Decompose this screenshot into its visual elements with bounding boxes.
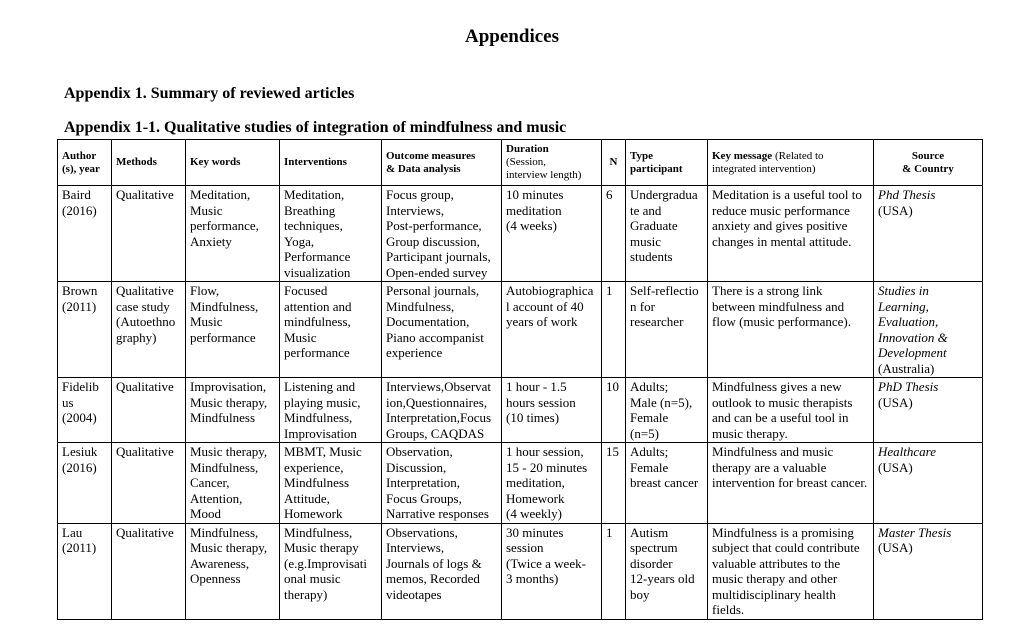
key-message-cell: Mindfulness gives a new outlook to music therapists and can be a useful tool in music therapy. — [708, 378, 874, 443]
keywords-cell: Music therapy, Mindfulness, Cancer, Attention, Mood — [186, 443, 280, 524]
table-row — [58, 523, 983, 619]
n-cell: 6 — [602, 186, 626, 282]
table-heading: Appendix 1-1. Qualitative studies of integration of mindfulness and music — [64, 119, 567, 136]
participant-cell: Autism spectrum disorder 12-years old boy — [626, 523, 708, 619]
header-duration: Duration (Session, interview length) — [502, 140, 602, 186]
header-row — [58, 140, 983, 186]
author-cell: Lesiuk (2016) — [58, 443, 112, 524]
interventions-cell: Listening and playing music, Mindfulness, Improvisation — [280, 378, 382, 443]
keywords-cell: Mindfulness, Music therapy, Awareness, Openness — [186, 523, 280, 619]
duration-cell: 1 hour session, 15 - 20 minutes meditation, Homework (4 weekly) — [502, 443, 602, 524]
outcome-cell: Observation, Discussion, Interpretation, Focus Groups, Narrative responses — [382, 443, 502, 524]
header-source: Source & Country — [874, 140, 983, 186]
table-row — [58, 378, 983, 443]
source-cell — [874, 523, 983, 619]
summary-table — [57, 139, 983, 620]
methods-cell: Qualitative — [112, 443, 186, 524]
header-type: Type participant — [626, 140, 708, 186]
header-keywords: Key words — [186, 140, 280, 186]
source-title: Healthcare — [878, 444, 936, 459]
n-cell: 1 — [602, 282, 626, 378]
keywords-cell: Improvisation, Music therapy, Mindfulness — [186, 378, 280, 443]
author-cell: Baird (2016) — [58, 186, 112, 282]
keywords-cell: Flow, Mindfulness, Music performance — [186, 282, 280, 378]
outcome-cell: Interviews,Observat ion,Questionnaires, Interpretation,Focus Groups, CAQDAS — [382, 378, 502, 443]
participant-cell: Adults; Female breast cancer — [626, 443, 708, 524]
interventions-cell: Mindfulness, Music therapy (e.g.Improvisati onal music therapy) — [280, 523, 382, 619]
outcome-cell: Focus group, Interviews, Post-performance, Group discussion, Participant journals, Open-ended survey — [382, 186, 502, 282]
duration-cell: Autobiographica l account of 40 years of work — [502, 282, 602, 378]
interventions-cell: MBMT, Music experience, Mindfulness Attitude, Homework — [280, 443, 382, 524]
source-cell — [874, 186, 983, 282]
source-country: (Australia) — [878, 360, 935, 376]
n-cell: 10 — [602, 378, 626, 443]
key-message-cell: Meditation is a useful tool to reduce music performance anxiety and gives positive changes in mental attitude. — [708, 186, 874, 282]
source-title: Phd Thesis — [878, 187, 936, 202]
interventions-cell: Meditation, Breathing techniques, Yoga, Performance visualization — [280, 186, 382, 282]
key-message-cell: There is a strong link between mindfulness and flow (music performance). — [708, 282, 874, 378]
participant-cell: Undergradua te and Graduate music students — [626, 186, 708, 282]
source-cell — [874, 378, 983, 443]
page-title: Appendices — [465, 26, 559, 47]
source-country: (USA) — [878, 459, 913, 475]
methods-cell: Qualitative — [112, 186, 186, 282]
n-cell: 1 — [602, 523, 626, 619]
source-cell — [874, 282, 983, 378]
methods-cell: Qualitative — [112, 378, 186, 443]
source-country: (USA) — [878, 540, 913, 555]
author-cell: Brown (2011) — [58, 282, 112, 378]
outcome-cell: Personal journals, Mindfulness, Documentation, Piano accompanist experience — [382, 282, 502, 378]
source-title: Studies in Learning, Evaluation, Innovation & Development — [878, 283, 948, 360]
duration-cell: 30 minutes session (Twice a week- 3 months) — [502, 523, 602, 619]
header-key-message: Key message (Related to integrated intervention) — [708, 140, 874, 186]
participant-cell: Self-reflectio n for researcher — [626, 282, 708, 378]
header-outcome: Outcome measures & Data analysis — [382, 140, 502, 186]
methods-cell: Qualitative — [112, 523, 186, 619]
participant-cell: Adults; Male (n=5), Female (n=5) — [626, 378, 708, 443]
duration-cell: 1 hour - 1.5 hours session (10 times) — [502, 378, 602, 443]
table-row — [58, 443, 983, 524]
header-n: N — [602, 140, 626, 186]
table-row — [58, 186, 983, 282]
keywords-cell: Meditation, Music performance, Anxiety — [186, 186, 280, 282]
source-country: (USA) — [878, 394, 913, 410]
source-cell — [874, 443, 983, 524]
key-message-cell: Mindfulness is a promising subject that could contribute valuable attributes to the music therapy and other multidisciplinary health fields. — [708, 523, 874, 619]
author-cell: Fidelib us (2004) — [58, 378, 112, 443]
source-title: PhD Thesis — [878, 379, 939, 394]
header-author: Author (s), year — [58, 140, 112, 186]
key-message-cell: Mindfulness and music therapy are a valuable intervention for breast cancer. — [708, 443, 874, 524]
duration-cell: 10 minutes meditation (4 weeks) — [502, 186, 602, 282]
appendix-heading: Appendix 1. Summary of reviewed articles — [64, 85, 355, 102]
interventions-cell: Focused attention and mindfulness, Music performance — [280, 282, 382, 378]
source-title: Master Thesis — [878, 524, 952, 540]
header-interventions: Interventions — [280, 140, 382, 186]
outcome-cell: Observations, Interviews, Journals of logs & memos, Recorded videotapes — [382, 523, 502, 619]
methods-cell: Qualitative case study (Autoethno graphy) — [112, 282, 186, 378]
n-cell: 15 — [602, 443, 626, 524]
source-country: (USA) — [878, 202, 913, 218]
table-row — [58, 282, 983, 378]
header-methods: Methods — [112, 140, 186, 186]
author-cell: Lau (2011) — [58, 523, 112, 619]
